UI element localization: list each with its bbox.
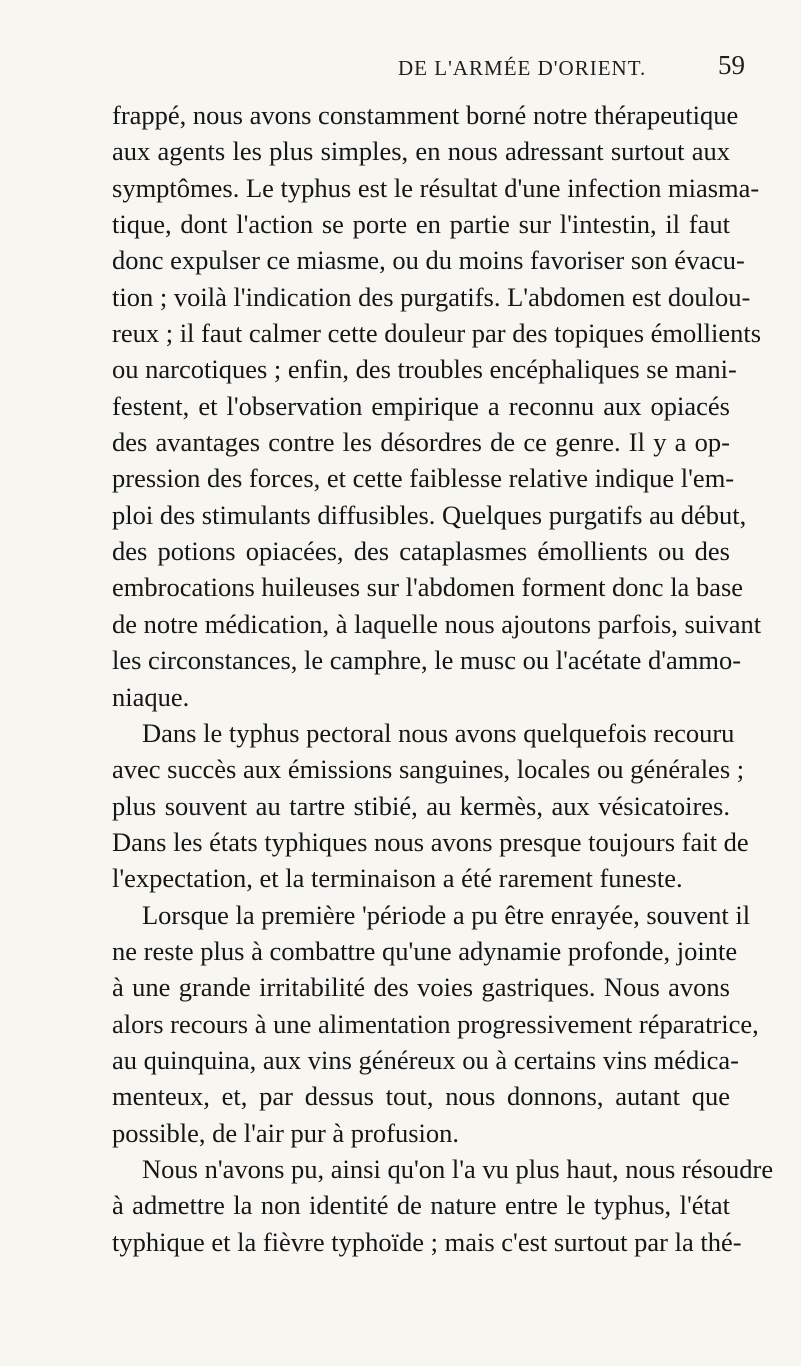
text-line: de notre médication, à laquelle nous ajoutons parfois, suivant xyxy=(112,608,762,639)
text-line: au quinquina, aux vins généreux ou à certains vins médica- xyxy=(112,1044,739,1075)
text-line: Dans les états typhiques nous avons presque toujours fait de xyxy=(112,826,749,857)
text-line: ou narcotiques ; enfin, des troubles encéphaliques se mani- xyxy=(112,354,737,385)
text-line: tion ; voilà l'indication des purgatifs. L'abdomen est doulou- xyxy=(112,281,751,312)
text-line: embrocations huileuses sur l'abdomen forment donc la base xyxy=(112,572,744,603)
text-line: possible, de l'air pur à profusion. xyxy=(112,1117,459,1148)
body-text xyxy=(112,97,774,1260)
text-line: symptômes. Le typhus est le résultat d'une infection miasma- xyxy=(112,172,760,203)
text-line: Nous n'avons pu, ainsi qu'on l'a vu plus haut, nous résoudre xyxy=(142,1153,774,1184)
text-line: frappé, nous avons constamment borné notre thérapeutique xyxy=(112,100,739,130)
text-line: ne reste plus à combattre qu'une adynamie profonde, jointe xyxy=(112,935,738,966)
text-line: aux agents les plus simples, en nous adressant surtout aux xyxy=(112,136,730,167)
text-line: les circonstances, le camphre, le musc ou l'acétate d'ammo- xyxy=(112,645,742,676)
paragraph xyxy=(112,715,749,897)
running-header xyxy=(0,50,801,90)
text-line: alors recours à une alimentation progressivement réparatrice, xyxy=(112,1008,759,1039)
text-line: Lorsque la première 'période a pu être enrayée, souvent il xyxy=(142,899,751,930)
text-line: plus souvent au tartre stibié, au kermès, aux vésicatoires. xyxy=(112,790,730,821)
text-line: menteux, et, par dessus tout, nous donnons, autant que xyxy=(112,1081,730,1112)
text-line: à une grande irritabilité des voies gastriques. Nous avons xyxy=(112,972,730,1003)
running-title: DE L'ARMÉE D'ORIENT. xyxy=(398,56,647,80)
text-line: tique, dont l'action se porte en partie sur l'intestin, il faut xyxy=(112,209,730,240)
text-line: à admettre la non identité de nature entre le typhus, l'état xyxy=(112,1190,730,1221)
text-line: ploi des stimulants diffusibles. Quelques purgatifs au début, xyxy=(112,499,747,530)
text-line: pression des forces, et cette faiblesse relative indique l'em- xyxy=(112,463,735,494)
text-line: des avantages contre les désordres de ce genre. Il y a op- xyxy=(112,427,730,458)
paragraph xyxy=(112,1151,774,1260)
text-line: reux ; il faut calmer cette douleur par des topiques émollients xyxy=(112,318,762,349)
text-line: festent, et l'observation empirique a reconnu aux opiacés xyxy=(112,390,730,421)
text-line: typhique et la fièvre typhoïde ; mais c'est surtout par la thé- xyxy=(112,1226,742,1257)
text-line: l'expectation, et la terminaison a été rarement funeste. xyxy=(112,863,683,894)
text-line: Dans le typhus pectoral nous avons quelquefois recouru xyxy=(142,717,735,748)
page-number: 59 xyxy=(718,50,745,80)
text-line: avec succès aux émissions sanguines, locales ou générales ; xyxy=(112,754,745,785)
paragraph xyxy=(112,97,762,715)
text-line: donc expulser ce miasme, ou du moins favoriser son évacu- xyxy=(112,245,745,276)
text-line: niaque. xyxy=(112,681,190,712)
paragraph xyxy=(112,897,759,1151)
text-line: des potions opiacées, des cataplasmes émollients ou des xyxy=(112,536,730,567)
